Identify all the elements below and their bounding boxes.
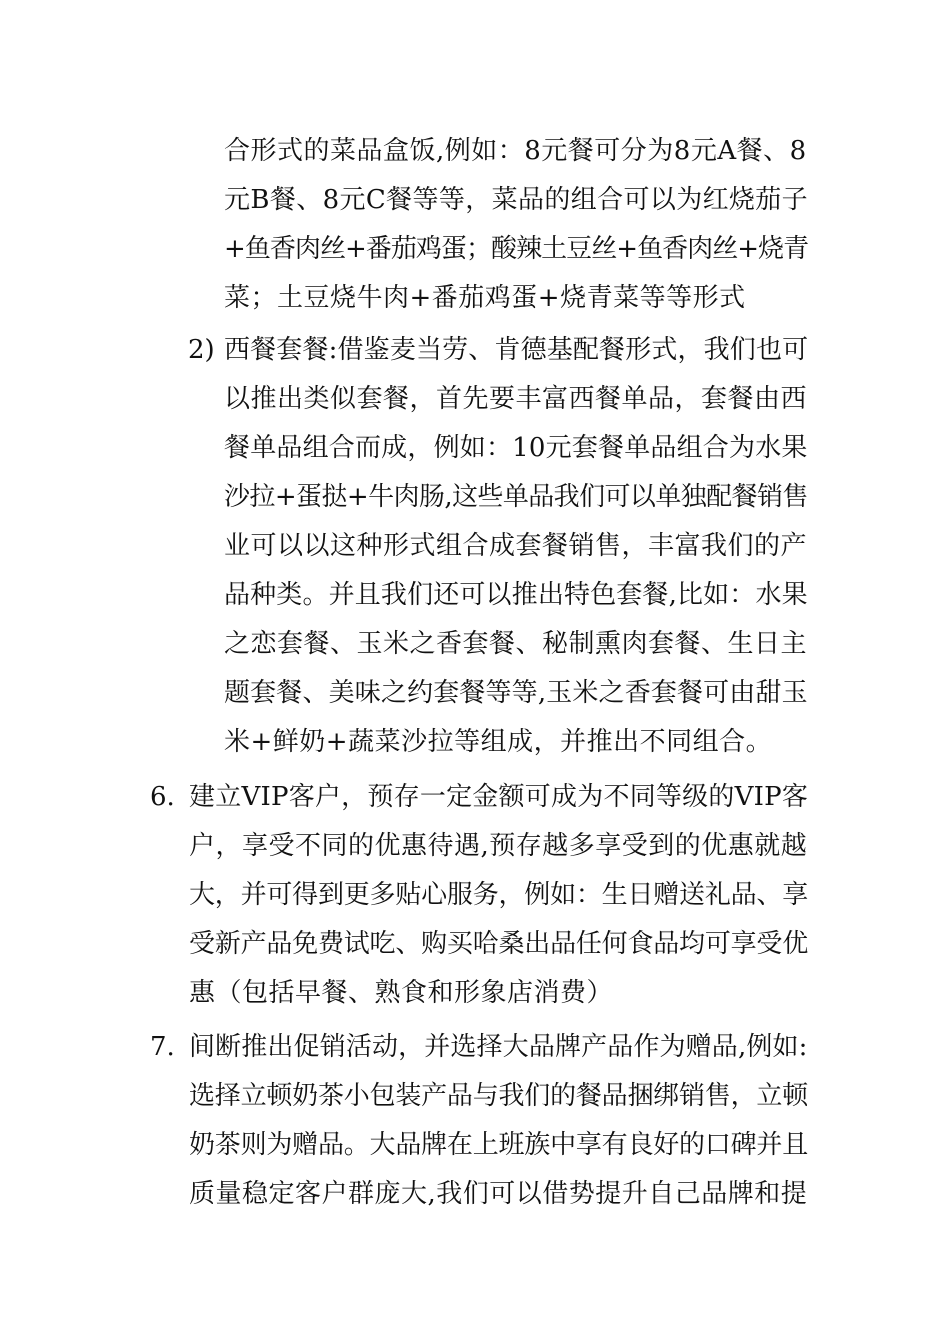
item-7-line-4: 质量稳定客户群庞大,我们可以借势提升自己品牌和提 — [189, 1179, 808, 1209]
sub-item-2-line-5: 业可以以这种形式组合成套餐销售，丰富我们的产 — [224, 531, 808, 561]
item-7-line-1: 间断推出促销活动，并选择大品牌产品作为赠品,例如: — [189, 1032, 808, 1062]
sub-item-2-line-4: 沙拉+蛋挞+牛肉肠,这些单品我们可以单独配餐销售 — [224, 482, 808, 512]
sub-item-2-line-2: 以推出类似套餐，首先要丰富西餐单品，套餐由西 — [224, 384, 808, 414]
sub-item-2-line-6: 品种类。并且我们还可以推出特色套餐,比如：水果 — [224, 580, 808, 610]
sub-item-2-line-9: 米+鲜奶+蔬菜沙拉等组成，并推出不同组合。 — [224, 727, 773, 757]
sub-item-2-marker: 2) — [188, 335, 215, 365]
sub-item-2-line-1: 西餐套餐:借鉴麦当劳、肯德基配餐形式，我们也可 — [224, 335, 809, 365]
sub-item-2-line-7: 之恋套餐、玉米之香套餐、秘制熏肉套餐、生日主 — [224, 629, 808, 659]
item-6-line-4: 受新产品免费试吃、购买哈桑出品任何食品均可享受优 — [189, 929, 809, 959]
item-6-line-2: 户，享受不同的优惠待遇,预存越多享受到的优惠就越 — [189, 831, 808, 861]
continuation-line-4: 菜；土豆烧牛肉+番茄鸡蛋+烧青菜等等形式 — [224, 283, 746, 313]
continuation-line-3: +鱼香肉丝+番茄鸡蛋；酸辣土豆丝+鱼香肉丝+烧青 — [224, 234, 809, 264]
sub-item-2-line-3: 餐单品组合而成，例如：10元套餐单品组合为水果 — [224, 433, 808, 463]
item-6-line-5: 惠（包括早餐、熟食和形象店消费） — [189, 978, 614, 1008]
item-7-marker: 7. — [150, 1032, 175, 1062]
continuation-line-1: 合形式的菜品盒饭,例如：8元餐可分为8元A餐、8 — [224, 136, 807, 166]
sub-item-2-line-8: 题套餐、美味之约套餐等等,玉米之香套餐可由甜玉 — [224, 678, 808, 708]
item-6-line-3: 大，并可得到更多贴心服务，例如：生日赠送礼品、享 — [189, 880, 809, 910]
item-6-line-1: 建立VIP客户，预存一定金额可成为不同等级的VIP客 — [189, 782, 809, 812]
item-7-line-3: 奶茶则为赠品。大品牌在上班族中享有良好的口碑并且 — [189, 1130, 809, 1160]
continuation-line-2: 元B餐、8元C餐等等，菜品的组合可以为红烧茄子 — [224, 185, 809, 215]
item-6-marker: 6. — [150, 782, 175, 812]
item-7-line-2: 选择立顿奶茶小包装产品与我们的餐品捆绑销售，立顿 — [189, 1081, 809, 1111]
